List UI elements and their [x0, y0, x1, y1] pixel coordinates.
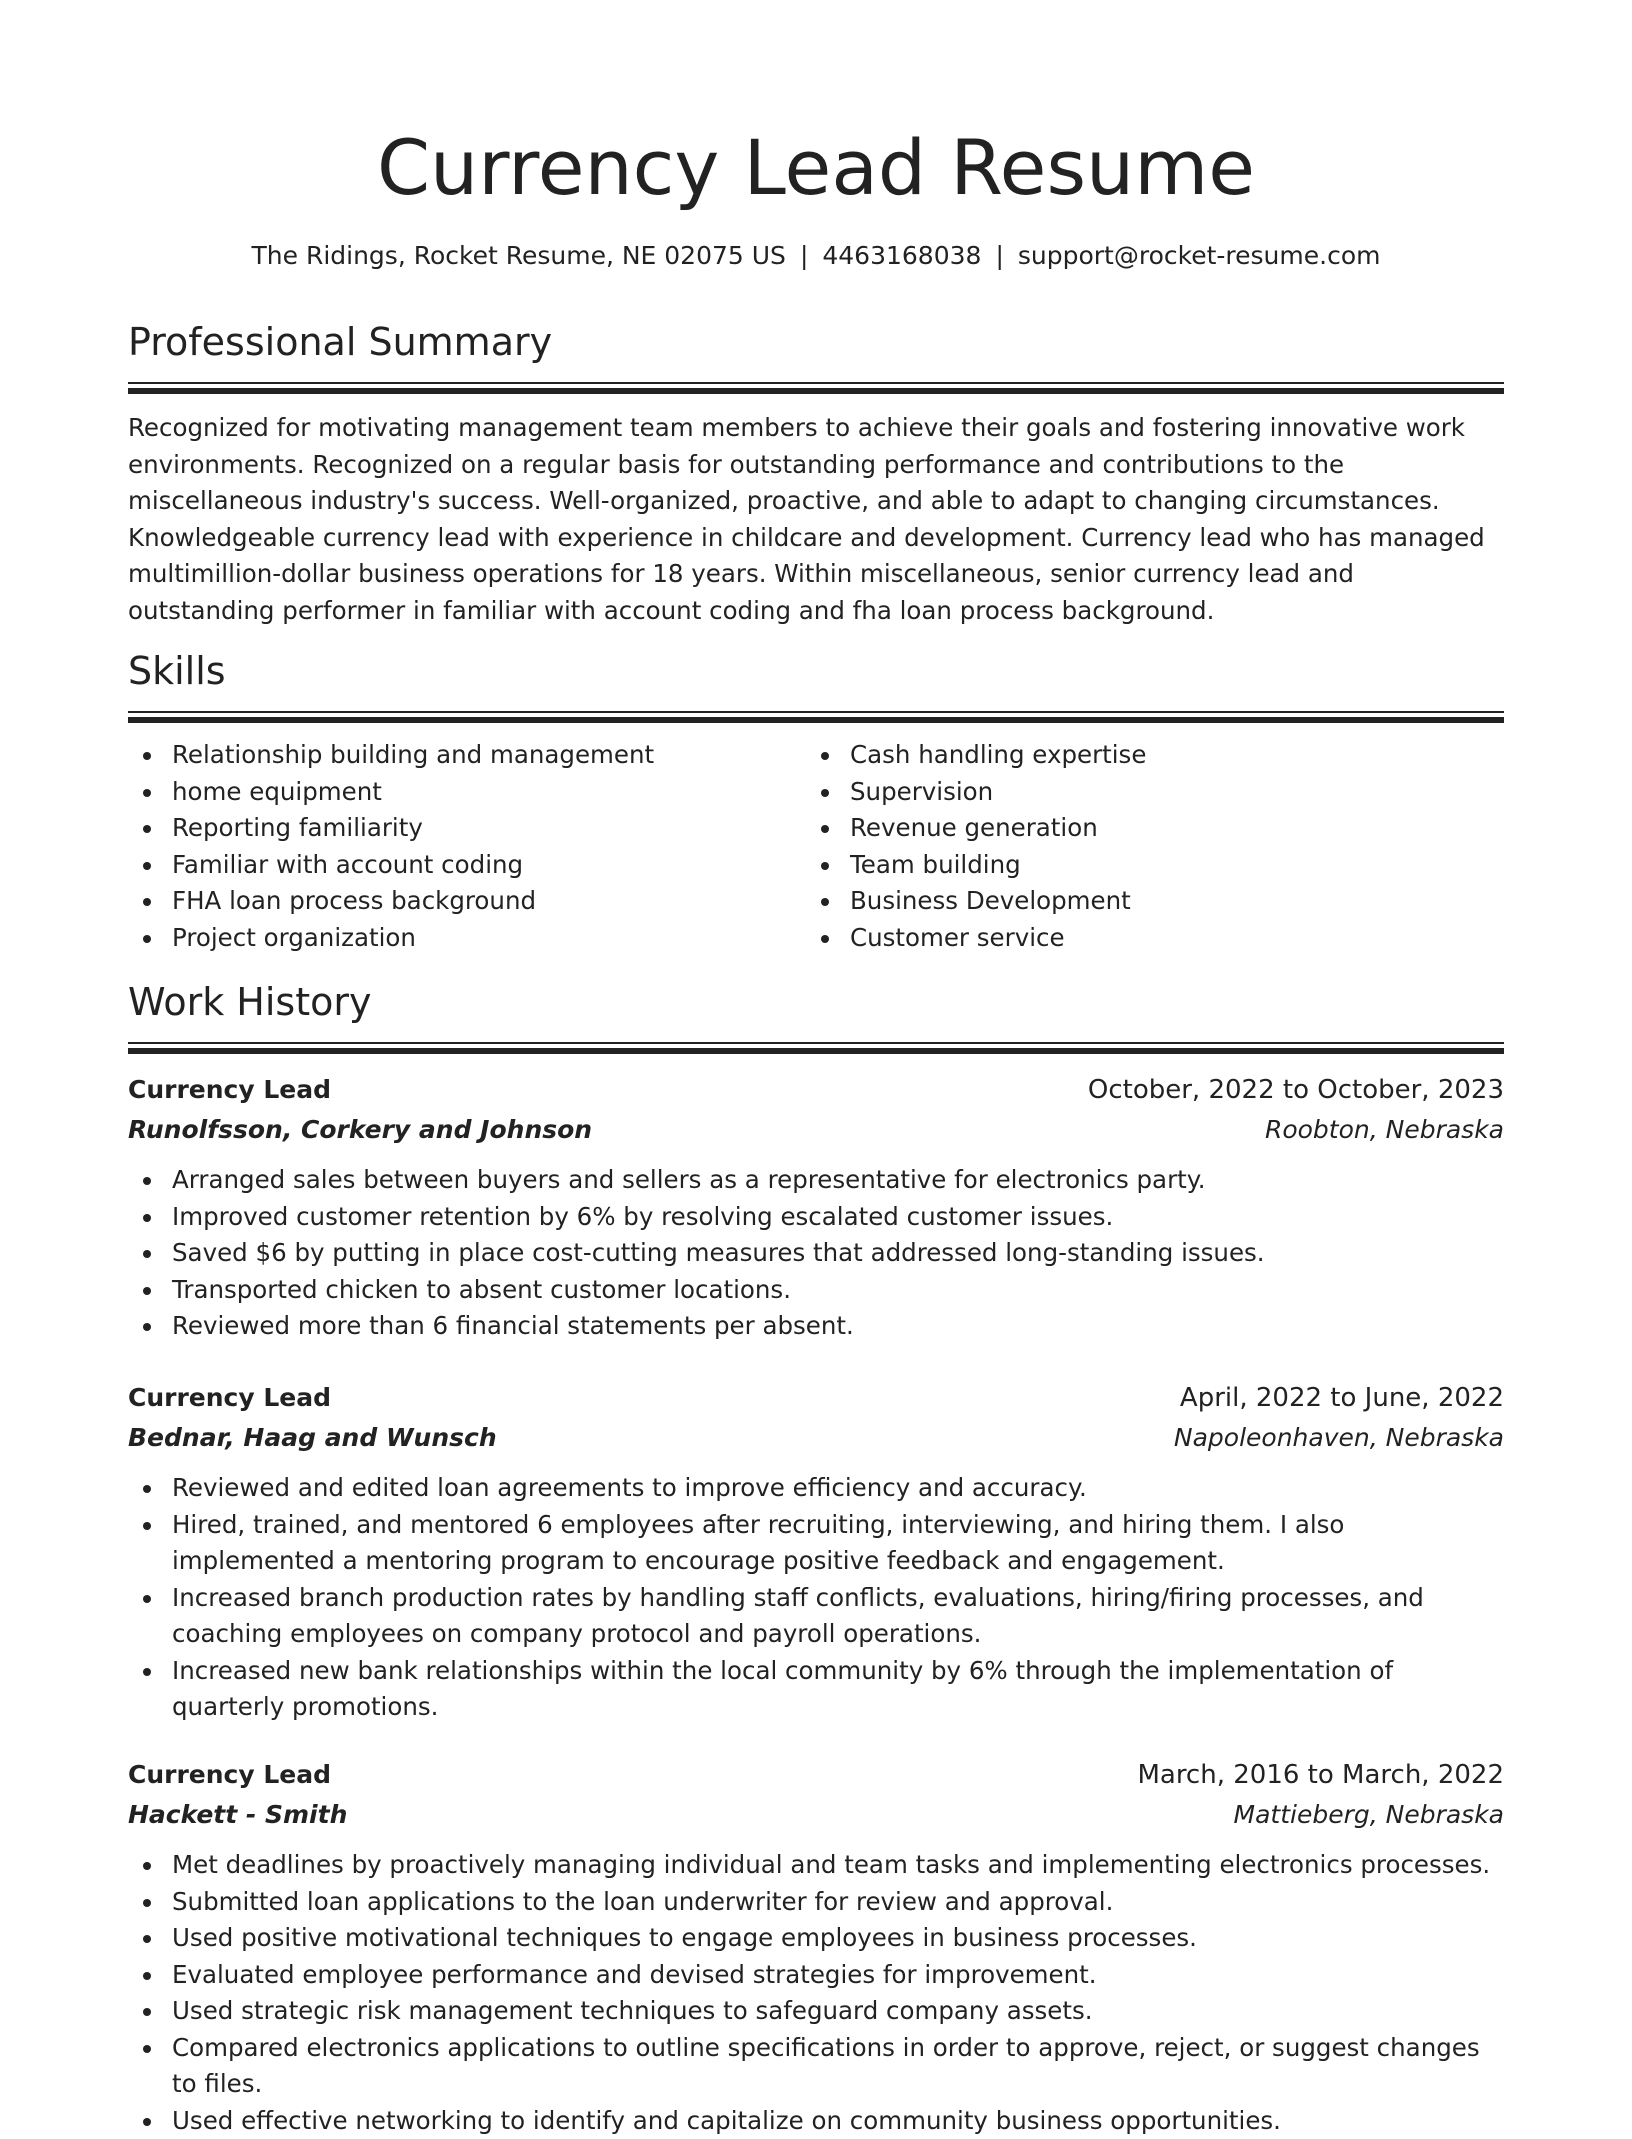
job-bullet: Increased new bank relationships within the local community by 6% through the implementation of quarterly promotions.: [128, 1653, 1504, 1726]
contact-email: support@rocket-resume.com: [1018, 241, 1381, 270]
skills-list-left: [128, 737, 806, 956]
job-header-row: [128, 1378, 1504, 1418]
job-title: Currency Lead: [128, 1070, 331, 1110]
job-bullet: Arranged sales between buyers and sellers as a representative for electronics party.: [128, 1162, 1504, 1199]
job-company-row: [128, 1795, 1504, 1835]
contact-address: The Ridings, Rocket Resume, NE 02075 US: [252, 241, 786, 270]
job-company: Runolfsson, Corkery and Johnson: [128, 1110, 592, 1150]
job-company: Hackett - Smith: [128, 1795, 347, 1835]
job-bullet: Submitted loan applications to the loan underwriter for review and approval.: [128, 1884, 1504, 1921]
summary-heading: Professional Summary: [128, 316, 1504, 368]
job-dates: April, 2022 to June, 2022: [1180, 1378, 1504, 1418]
job-location: Napoleonhaven, Nebraska: [1174, 1418, 1504, 1458]
job-bullet: Used strategic risk management techniques to safeguard company assets.: [128, 1993, 1504, 2030]
job-bullet: Reviewed and edited loan agreements to improve efficiency and accuracy.: [128, 1470, 1504, 1507]
job-bullets: [128, 1847, 1504, 2139]
contact-phone: 4463168038: [822, 241, 981, 270]
job-entry: [128, 1755, 1504, 2139]
job-company: Bednar, Haag and Wunsch: [128, 1418, 497, 1458]
job-header-row: [128, 1755, 1504, 1795]
section-divider: [128, 1048, 1504, 1054]
skill-item: Familiar with account coding: [128, 847, 806, 884]
job-header-row: [128, 1070, 1504, 1110]
work-history-section: [128, 976, 1504, 1054]
skill-item: Supervision: [806, 774, 1484, 811]
job-bullet: Saved $6 by putting in place cost-cutting measures that addressed long-standing issues.: [128, 1235, 1504, 1272]
skills-section: [128, 645, 1504, 956]
resume-title: Currency Lead Resume: [0, 118, 1632, 218]
section-divider: [128, 717, 1504, 723]
section-divider: [128, 388, 1504, 394]
job-title: Currency Lead: [128, 1378, 331, 1418]
skill-item: Reporting familiarity: [128, 810, 806, 847]
job-location: Mattieberg, Nebraska: [1234, 1795, 1504, 1835]
job-bullets: [128, 1470, 1504, 1726]
skills-columns: [128, 737, 1504, 956]
job-bullet: Increased branch production rates by handling staff conflicts, evaluations, hiring/firing processes, and coaching employees on company protocol and payroll operations.: [128, 1580, 1504, 1653]
job-bullet: Met deadlines by proactively managing individual and team tasks and implementing electronics processes.: [128, 1847, 1504, 1884]
skill-item: Revenue generation: [806, 810, 1484, 847]
contact-separator: |: [786, 241, 822, 270]
summary-text: Recognized for motivating management team members to achieve their goals and fostering innovative work environments. Recognized on a regular basis for outstanding performance and contributions to the miscellaneous industry's success. Well-organized, proactive, and able to adapt to changing circumstances. Knowledgeable currency lead with experience in childcare and development. Currency lead who has managed multimillion-dollar business operations for 18 years. Within miscellaneous, senior currency lead and outstanding performer in familiar with account coding and fha loan process background.: [128, 410, 1504, 629]
skill-item: Project organization: [128, 920, 806, 957]
work-history-heading: Work History: [128, 976, 1504, 1028]
section-divider: [128, 382, 1504, 384]
job-entry: [128, 1070, 1504, 1345]
skills-list-right: [806, 737, 1484, 956]
job-bullets: [128, 1162, 1504, 1345]
skill-item: Team building: [806, 847, 1484, 884]
job-bullet: Compared electronics applications to outline specifications in order to approve, reject, or suggest changes to files.: [128, 2030, 1504, 2103]
job-bullet: Reviewed more than 6 financial statements per absent.: [128, 1308, 1504, 1345]
section-divider: [128, 1042, 1504, 1044]
skills-heading: Skills: [128, 645, 1504, 697]
job-bullet: Used positive motivational techniques to engage employees in business processes.: [128, 1920, 1504, 1957]
skill-item: Business Development: [806, 883, 1484, 920]
job-bullet: Transported chicken to absent customer locations.: [128, 1272, 1504, 1309]
section-divider: [128, 711, 1504, 713]
job-company-row: [128, 1418, 1504, 1458]
job-dates: October, 2022 to October, 2023: [1088, 1070, 1504, 1110]
job-company-row: [128, 1110, 1504, 1150]
skill-item: Cash handling expertise: [806, 737, 1484, 774]
job-bullet: Used effective networking to identify and capitalize on community business opportunities.: [128, 2103, 1504, 2139]
job-bullet: Evaluated employee performance and devised strategies for improvement.: [128, 1957, 1504, 1994]
job-title: Currency Lead: [128, 1755, 331, 1795]
skill-item: home equipment: [128, 774, 806, 811]
skill-item: FHA loan process background: [128, 883, 806, 920]
contact-line: [0, 238, 1632, 274]
job-dates: March, 2016 to March, 2022: [1137, 1755, 1504, 1795]
summary-section: [128, 316, 1504, 629]
job-bullet: Improved customer retention by 6% by resolving escalated customer issues.: [128, 1199, 1504, 1236]
skill-item: Relationship building and management: [128, 737, 806, 774]
contact-separator: |: [981, 241, 1017, 270]
job-entry: [128, 1378, 1504, 1726]
skill-item: Customer service: [806, 920, 1484, 957]
job-bullet: Hired, trained, and mentored 6 employees after recruiting, interviewing, and hiring them. I also implemented a mentoring program to encourage positive feedback and engagement.: [128, 1507, 1504, 1580]
job-location: Roobton, Nebraska: [1265, 1110, 1504, 1150]
